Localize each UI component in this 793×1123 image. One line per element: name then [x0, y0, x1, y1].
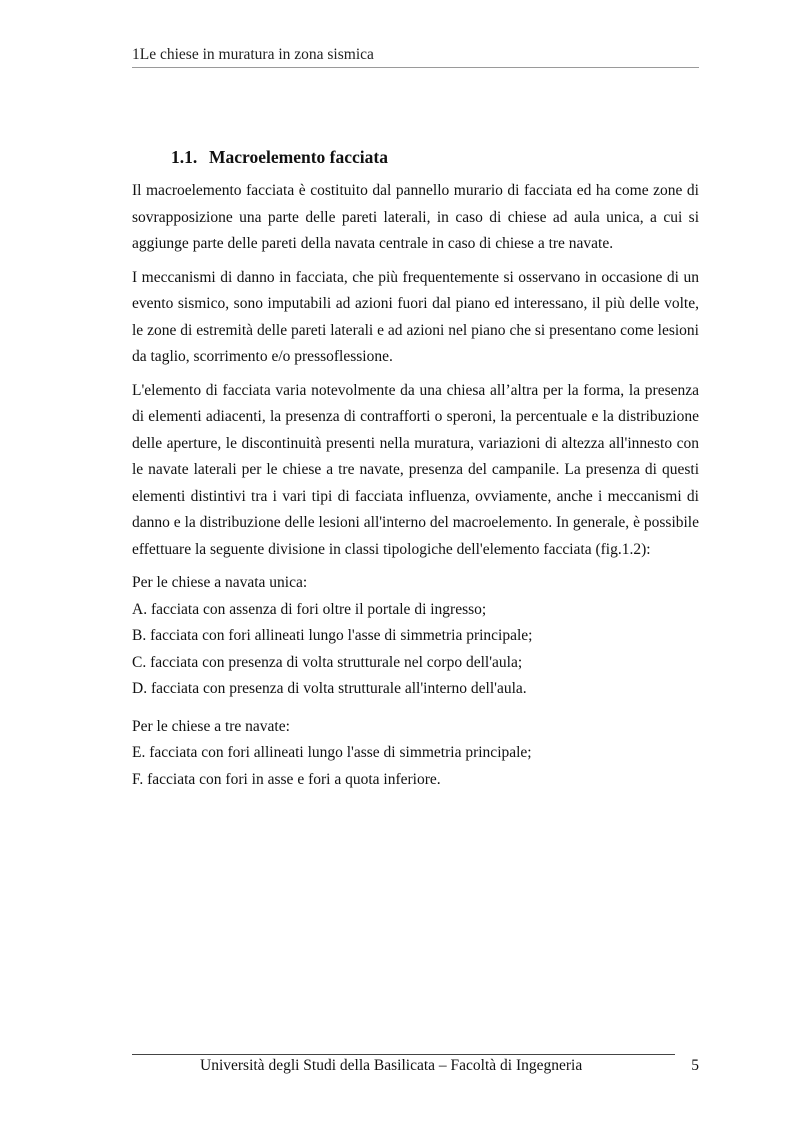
paragraph: I meccanismi di danno in facciata, che più frequentemente si osservano in occasione di un evento sismico, sono imputabili ad azioni fuori dal piano ed interessano, il più delle volte, le zone di estremità delle pareti laterali e ad azioni nel piano che si presentano come lesioni da taglio, scorrimento e/o pressoflessione. [132, 268, 699, 365]
list-item: D. facciata con presenza di volta strutturale all'interno dell'aula. [132, 680, 527, 697]
list-item: B. facciata con fori allineati lungo l'asse di simmetria principale; [132, 627, 533, 644]
list-item: A. facciata con assenza di fori oltre il portale di ingresso; [132, 600, 487, 618]
page-number: 5 [691, 1057, 699, 1074]
paragraph: L'elemento di facciata varia notevolmente da una chiesa all’altra per la forma, la presenza di elementi adiacenti, la presenza di contrafforti o speroni, la percentuale e la distribuzione delle aperture, le discontinuità presenti nella muratura, variazioni di altezza all'innesto con le navate laterali per le chiese a tre navate, presenza del campanile. La presenza di questi elementi distintivi tra i vari tipi di facciata influenza, ovviamente, anche i meccanismi di danno e la distribuzione delle lesioni all'interno del macroelemento. In generale, è possibile effettuare la seguente divisione in classi tipologiche dell'elemento facciata (fig.1.2): [132, 381, 699, 558]
section-heading [171, 145, 388, 169]
running-header: 1Le chiese in muratura in zona sismica [132, 46, 374, 63]
list-intro-three-naves: Per le chiese a tre navate: [132, 717, 290, 735]
list-item: C. facciata con presenza di volta strutturale nel corpo dell'aula; [132, 653, 523, 671]
footer-divider [132, 1054, 675, 1055]
list-item: E. facciata con fori allineati lungo l'asse di simmetria principale; [132, 744, 532, 761]
list-item: F. facciata con fori in asse e fori a quota inferiore. [132, 770, 441, 788]
list-single-nave [132, 597, 699, 703]
footer-institution: Università degli Studi della Basilicata – Facoltà di Ingegneria [200, 1057, 583, 1074]
section-number: 1.1. [171, 147, 198, 167]
body-text [132, 178, 699, 804]
paragraph: Il macroelemento facciata è costituito dal pannello murario di facciata ed ha come zone di sovrapposizione una parte delle pareti laterali, in caso di chiese ad aula unica, a cui si aggiunge parte delle pareti della navata centrale in caso di chiese a tre navate. [132, 182, 699, 252]
list-intro-single-nave: Per le chiese a navata unica: [132, 574, 308, 591]
header-divider [132, 67, 699, 68]
list-three-naves [132, 740, 699, 793]
section-title: Macroelemento facciata [209, 147, 388, 167]
